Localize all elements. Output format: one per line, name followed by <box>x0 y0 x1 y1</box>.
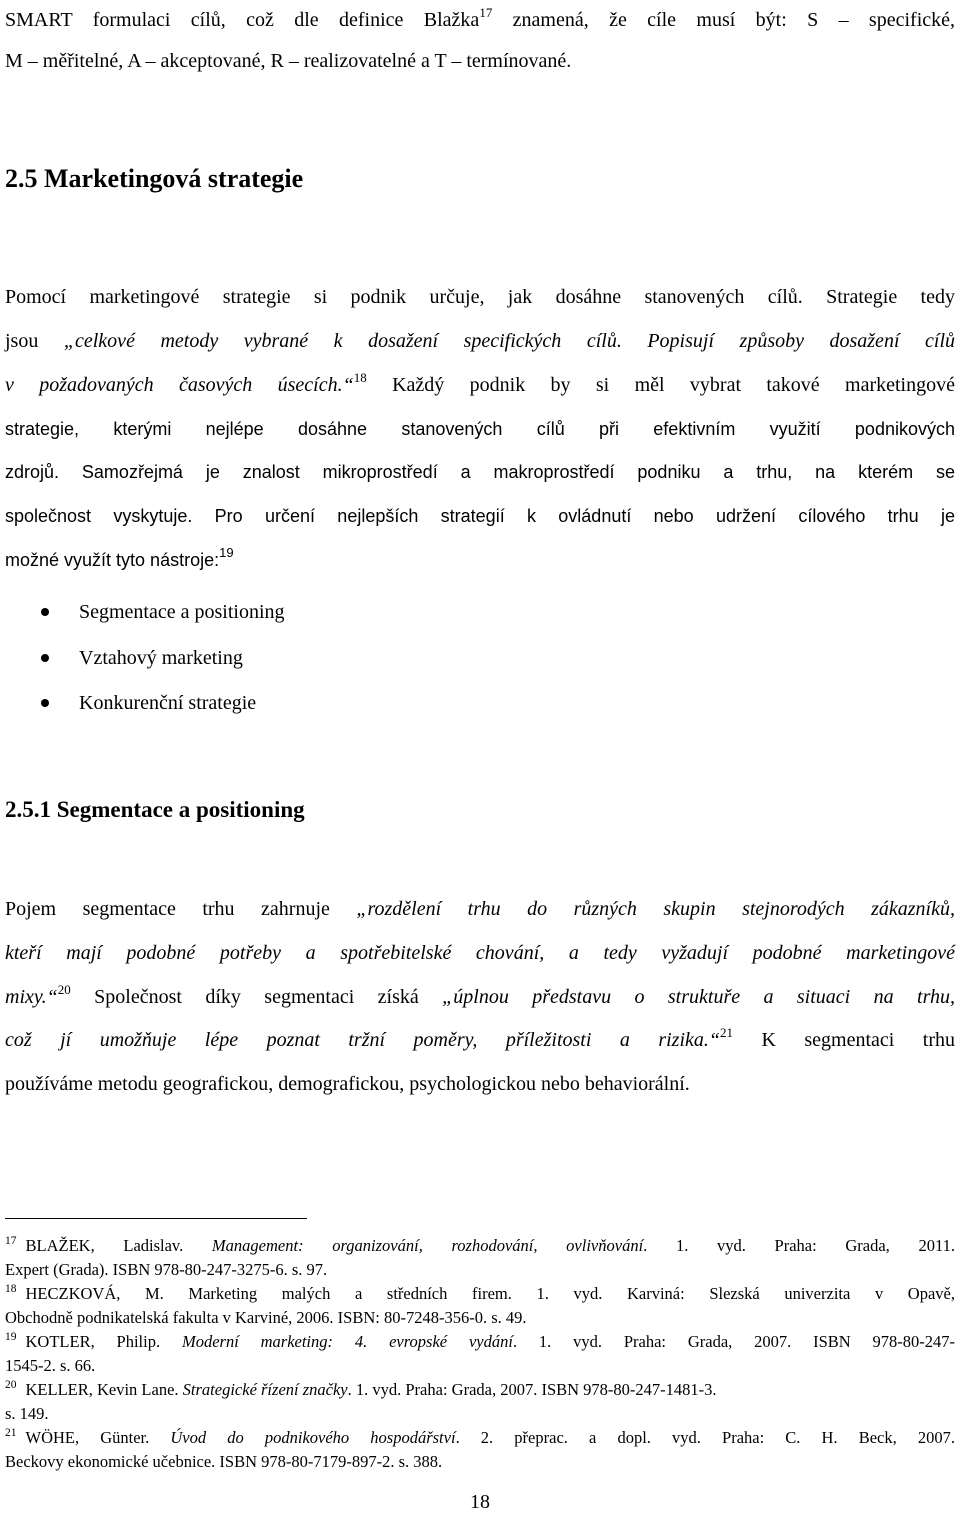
text-span: Pojem segmentace trhu zahrnuje <box>5 898 357 920</box>
footnote-text: . 1. vyd. Praha: Grada, 2011. <box>643 1236 955 1255</box>
section-heading-2-5: 2.5 Marketingová strategie <box>5 164 304 193</box>
paragraph-line <box>5 320 955 364</box>
list-item-label: Segmentace a positioning <box>79 601 285 623</box>
footnote-text: KELLER, Kevin Lane. <box>25 1380 183 1399</box>
text-span: jsou <box>5 330 64 352</box>
quote-span: mixy.“ <box>5 986 58 1008</box>
paragraph-line <box>5 888 955 932</box>
footnote-ref-18: 18 <box>353 370 367 385</box>
footnote-title: Strategické řízení značky <box>182 1380 348 1399</box>
strategy-tools-list <box>40 590 285 727</box>
footnote-19-cont: 1545-2. s. 66. <box>5 1356 96 1375</box>
page-number: 18 <box>470 1491 490 1513</box>
list-item-label: Vztahový marketing <box>79 646 243 669</box>
paragraph-line <box>5 539 955 583</box>
footnote-number: 19 <box>5 1331 17 1343</box>
quote-span: „úplnou představu o struktuře a situaci na trhu, <box>442 986 955 1008</box>
text-span: Každý podnik by si měl vybrat takové marketingové <box>366 374 955 396</box>
footnote-20-cont: s. 149. <box>5 1404 49 1423</box>
footnote-title: Moderní marketing: 4. evropské vydání <box>181 1332 513 1351</box>
bullet-icon <box>41 608 49 616</box>
section-heading-2-5-1: 2.5.1 Segmentace a positioning <box>5 797 305 822</box>
paragraph-line: společnost vyskytuje. Pro určení nejlepších strategií k ovládnutí nebo udržení cílového trhu je <box>5 506 955 526</box>
paragraph-line: používáme metodu geografickou, demografickou, psychologickou nebo behaviorální. <box>5 1073 690 1095</box>
footnote-number: 21 <box>5 1427 17 1439</box>
footnote-number: 17 <box>5 1235 17 1247</box>
text-span: K segmentaci trhu <box>733 1029 955 1051</box>
paragraph-line <box>5 364 955 408</box>
footnote-19 <box>5 1330 955 1354</box>
footnote-separator <box>5 1218 307 1219</box>
footnote-text: . 1. vyd. Praha: Grada, 2007. ISBN 978-80-247- <box>512 1332 955 1351</box>
paragraph-line: strategie, kterými nejlépe dosáhne stanovených cílů při efektivním využití podnikových <box>5 419 955 439</box>
footnote-number: 20 <box>5 1379 17 1391</box>
footnote-title: Úvod do podnikového hospodářství <box>170 1428 456 1447</box>
paragraph-line: kteří mají podobné potřeby a spotřebitelské chování, a tedy vyžadují podobné marketingové <box>5 942 955 964</box>
list-item <box>40 681 285 727</box>
footnote-title: Management: organizování, rozhodování, ovlivňování <box>211 1236 644 1255</box>
footnote-20 <box>5 1378 955 1402</box>
footnote-text: HECZKOVÁ, M. Marketing malých a středních firem. 1. vyd. Karviná: Slezská univerzita v Opavě, <box>25 1284 955 1303</box>
footnote-21 <box>5 1426 955 1450</box>
text-span: Společnost díky segmentaci získá <box>70 986 443 1008</box>
quote-span: „rozdělení trhu do různých skupin stejnorodých zákazníků, <box>356 898 955 920</box>
quote-span: „celkové metody vybrané k dosažení specifických cílů. Popisují způsoby dosažení cílů <box>63 330 956 352</box>
footnote-number: 18 <box>5 1283 17 1295</box>
footnote-ref-19: 19 <box>219 545 234 560</box>
footnote-17-cont: Expert (Grada). ISBN 978-80-247-3275-6. s. 97. <box>5 1260 328 1279</box>
paragraph-line <box>5 1019 955 1063</box>
footnote-ref-21: 21 <box>720 1025 733 1040</box>
footnote-ref-20: 20 <box>57 982 71 997</box>
paragraph-line: Pomocí marketingové strategie si podnik určuje, jak dosáhne stanovených cílů. Strategie tedy <box>5 286 955 308</box>
footnote-text: . 1. vyd. Praha: Grada, 2007. ISBN 978-80-247-1481-3. <box>347 1380 717 1399</box>
footnote-17 <box>5 1234 955 1258</box>
intro-text: znamená, že cíle musí být: S – specifické, <box>492 9 955 31</box>
quote-span: což jí umožňuje lépe poznat tržní poměry, příležitosti a rizika.“ <box>5 1029 720 1051</box>
bullet-icon <box>41 654 49 662</box>
bullet-icon <box>41 699 49 707</box>
footnote-21-cont: Beckovy ekonomické učebnice. ISBN 978-80-7179-897-2. s. 388. <box>5 1452 443 1471</box>
text-span: možné využít tyto nástroje: <box>5 550 220 570</box>
footnote-text: BLAŽEK, Ladislav. <box>25 1236 212 1255</box>
footnote-text: . 2. přeprac. a dopl. vyd. Praha: C. H. Beck, 2007. <box>455 1428 955 1447</box>
intro-line-1 <box>5 0 955 43</box>
footnote-18-cont: Obchodně podnikatelská fakulta v Karviné, 2006. ISBN: 80-7248-356-0. s. 49. <box>5 1308 527 1327</box>
list-item-label: Konkurenční strategie <box>79 692 257 714</box>
intro-text: SMART formulaci cílů, což dle definice Blažka <box>5 9 480 31</box>
footnote-text: KOTLER, Philip. <box>25 1332 182 1351</box>
footnote-text: WÖHE, Günter. <box>25 1428 171 1447</box>
quote-span: v požadovaných časových úsecích.“ <box>5 374 354 396</box>
list-item <box>40 636 285 682</box>
list-item <box>40 590 285 636</box>
paragraph-line: zdrojů. Samozřejmá je znalost mikroprostředí a makroprostředí podniku a trhu, na kterém se <box>5 462 955 482</box>
footnote-18 <box>5 1282 955 1306</box>
intro-line-2: M – měřitelné, A – akceptované, R – realizovatelné a T – termínované. <box>5 50 572 72</box>
paragraph-line <box>5 976 955 1020</box>
footnote-ref-17: 17 <box>479 5 493 20</box>
